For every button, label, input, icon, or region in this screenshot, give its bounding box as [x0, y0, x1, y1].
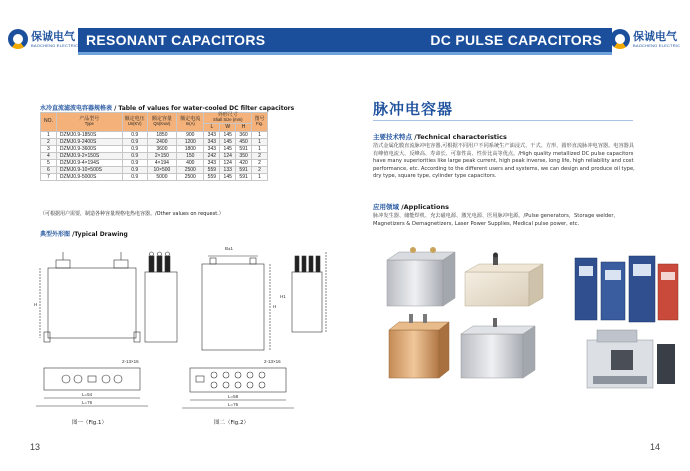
company-logo [8, 22, 84, 56]
applications-text [373, 213, 635, 228]
header-band [78, 28, 345, 52]
product-photo-welding-machine [587, 330, 675, 388]
table-row: 4 DZMJ0.9-2×150S 0.9 2×150 150 242 124 350 2 [41, 152, 268, 159]
product-photo-copper-capacitor [389, 314, 449, 378]
applications-text-cn: 脉冲发生器、储能焊机、充去磁电源、激光电源、医用脉冲电源。 [373, 213, 524, 219]
header-band [345, 28, 612, 52]
table-row: 5 DZMJ0.9-4×194S 0.9 4×194 400 343 124 420 2 [41, 159, 268, 166]
spec-table-body [41, 131, 268, 180]
applications-text-en: /Pulse generators，Storage welder，Magnetizers & Demagnetizers, Laser Power Supplies, Medical pulse power, etc. [373, 213, 619, 227]
company-logo [610, 22, 686, 56]
logo-mark-icon [610, 29, 630, 49]
product-photo-grey-capacitor [387, 247, 455, 306]
th-size: 外形尺寸 Shall Size (mm) [204, 113, 252, 124]
logo-name-cn: 保诚电气 [31, 29, 75, 43]
tech-heading: 主要技术特点 /Technical characteristics [373, 133, 507, 141]
product-photos [375, 238, 685, 408]
table-row: 1 DZMJ0.9-1850S 0.9 1850 900 343 145 360 1 [41, 131, 268, 138]
th-l: L [204, 123, 220, 131]
drawing-title [40, 229, 128, 238]
logo-name-en: BAOCHENG ELECTRIC [633, 42, 681, 48]
drawing-title-cn: 典型外形图 [40, 231, 71, 238]
tech-text-en: /High quality metallized DC pulse capacitors have many superiorities like large peak current, high peak inverse, long life, high reliability and cost performance, etc. According to the different users and systems, we can design and produce oil type, dry type, square type, cylinder type capacitors. [373, 150, 635, 180]
table-row: 2 DZMJ0.9-2400S 0.9 2400 1200 343 145 450 1 [41, 138, 268, 145]
applications-heading: 应用领域 /Applications [373, 203, 449, 211]
typical-drawing [30, 238, 330, 436]
page-title: 脉冲电容器 [373, 100, 454, 118]
table-title-cn: 水冷直流滤波电容器规格表 [40, 105, 113, 112]
fig2-front-view [202, 256, 270, 350]
table-row: 6 DZMJ0.9-10×500S 0.9 10×500 2500 559 133 591 2 [41, 166, 268, 173]
th-no: NO. [41, 113, 57, 132]
dim-l76-fig1: L=76 [82, 400, 93, 405]
fig1-side-view [145, 252, 177, 342]
band-title: RESONANT CAPACITORS [86, 32, 266, 48]
fig1-caption: 图一（Fig.1） [72, 420, 108, 426]
table-row: 3 DZMJ0.9-3600S 0.9 3600 1800 343 145 591 1 [41, 145, 268, 152]
dim-l54-fig1: L=54 [82, 392, 93, 397]
logo-name-en: BAOCHENG ELECTRIC [31, 42, 79, 48]
dim-l76-fig2: L=76 [228, 402, 239, 407]
header-stripe [345, 52, 612, 55]
th-capacity: 额定容量 Qn(Kvar) [147, 113, 177, 132]
fig1-front-view [40, 252, 140, 342]
fig2-caption: 图二（Fig.2） [214, 420, 250, 426]
dim-h-left: H [34, 302, 38, 307]
logo-name-cn: 保诚电气 [633, 29, 677, 43]
spec-table [40, 112, 268, 181]
logo-mark-icon [8, 29, 28, 49]
table-title-en: / Table of values for water-cooled DC filter capacitors [112, 105, 295, 112]
th-current: 额定电流 In(A) [177, 113, 204, 132]
th-h: H [236, 123, 252, 131]
product-photo-beige-capacitor [465, 253, 543, 307]
right-page [345, 0, 690, 471]
dim-slot-fig2: 2-13×16 [264, 359, 281, 364]
dim-h: H [273, 304, 277, 309]
th-w: W [220, 123, 236, 131]
page-number-right: 14 [649, 442, 660, 452]
band-title: DC PULSE CAPACITORS [430, 32, 602, 48]
product-photo-pulse-equipment [575, 256, 678, 322]
title-divider [373, 120, 633, 121]
th-fig: 图号 Fig. [252, 113, 268, 132]
product-photo-silver-capacitor [461, 318, 535, 378]
table-note: （可根据用户需要，制造各种容量规格电热电容器。/Other values on request.） [40, 211, 224, 217]
dim-b1: B±1 [225, 246, 233, 251]
drawing-title-en: /Typical Drawing [70, 231, 128, 238]
th-type: 产品型号 Type [56, 113, 122, 132]
dim-slot-fig1: 2-13×16 [122, 359, 139, 364]
table-row: 7 DZMJ0.9-5000S 0.9 5000 2500 559 145 591 1 [41, 173, 268, 180]
tech-text-cn: 箔式金属化膜直流脉冲电容器,可根据不同用户不同系统生产油浸式、干式、方形、圆形直流脉冲电容器。电容器具有峰值电流大、反峰高、寿命长、可靠性高、性价比高等优点。 [373, 143, 635, 157]
dim-l58-fig2: L=58 [228, 394, 239, 399]
dim-h1: H1 [280, 294, 286, 299]
tech-text [373, 143, 635, 181]
th-voltage: 额定电压 Un(KV) [122, 113, 147, 132]
table-title [40, 103, 294, 112]
fig2-side-view [292, 252, 326, 332]
page-number-left: 13 [30, 442, 41, 452]
header-stripe [78, 52, 345, 55]
